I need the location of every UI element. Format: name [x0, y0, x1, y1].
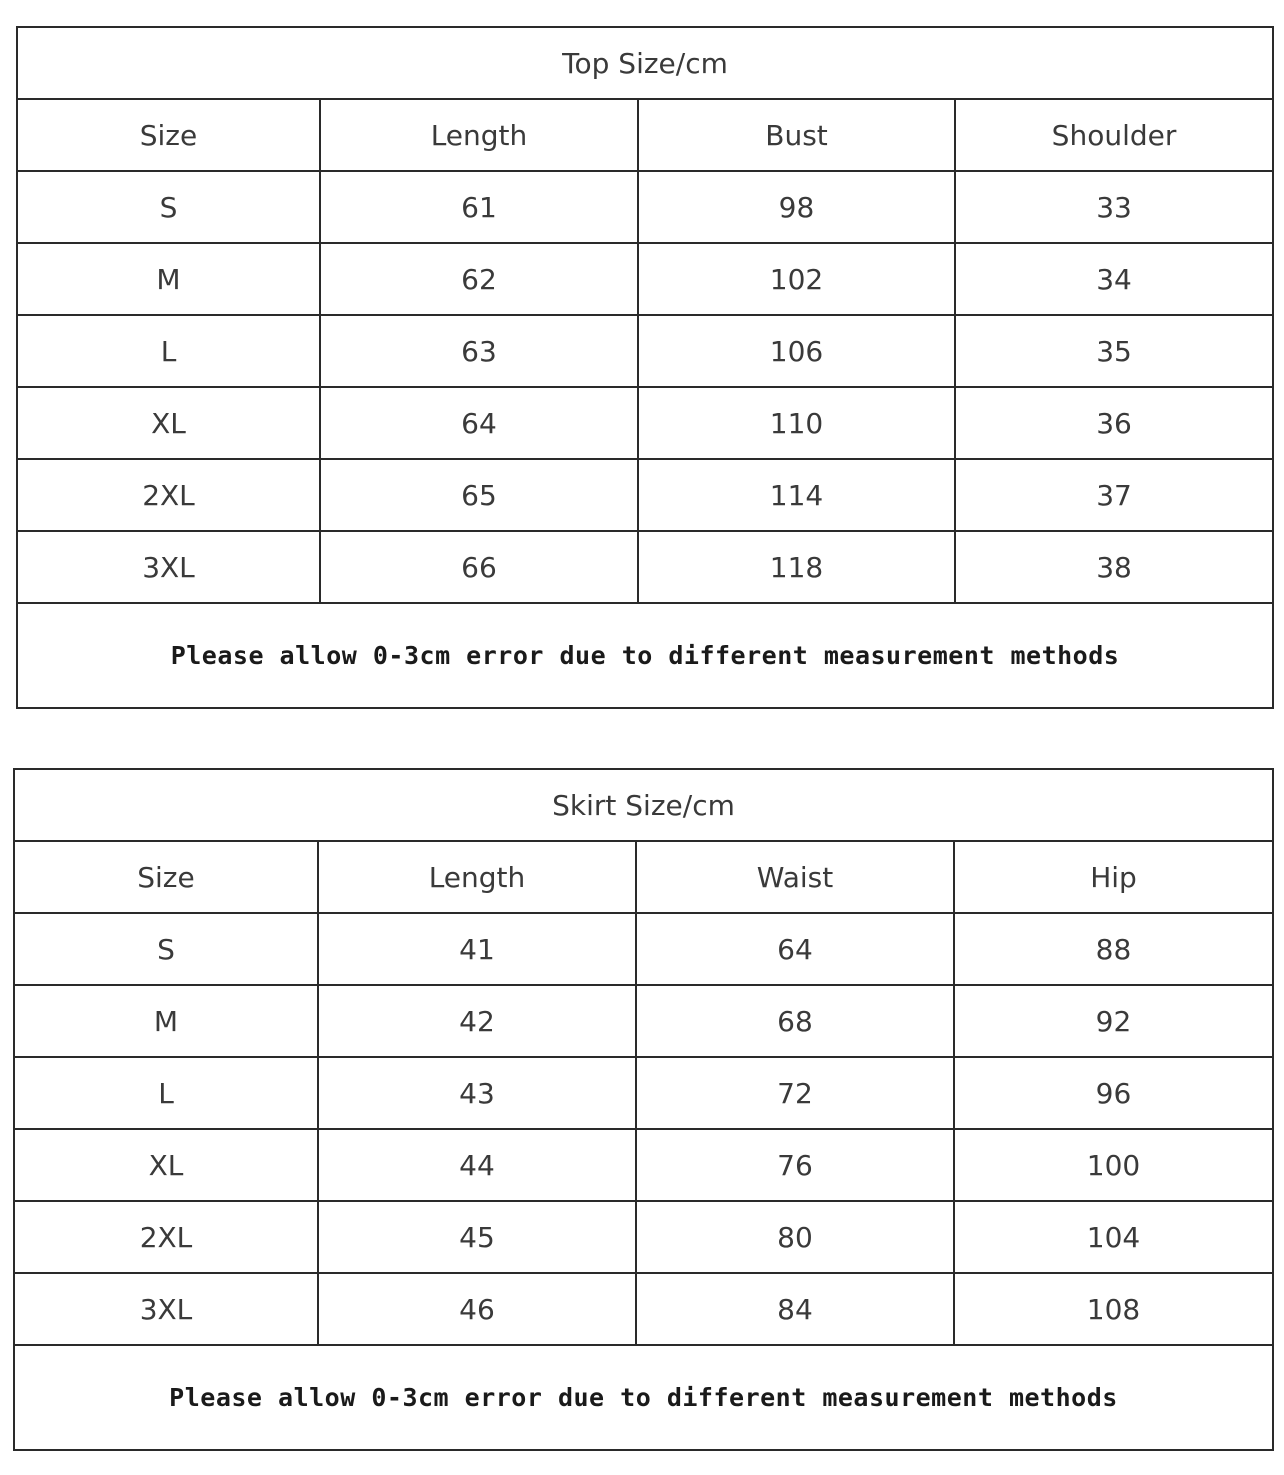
- hip-cell: 96: [954, 1057, 1273, 1129]
- size-cell: 3XL: [17, 531, 320, 603]
- column-header-hip: Hip: [954, 841, 1273, 913]
- bust-cell: 110: [638, 387, 955, 459]
- bust-cell: 118: [638, 531, 955, 603]
- length-cell: 43: [318, 1057, 636, 1129]
- size-cell: L: [17, 315, 320, 387]
- table-row: [17, 531, 1273, 603]
- bust-cell: 114: [638, 459, 955, 531]
- column-header-size: Size: [14, 841, 318, 913]
- waist-cell: 72: [636, 1057, 954, 1129]
- column-header-bust: Bust: [638, 99, 955, 171]
- skirt-table-title: Skirt Size/cm: [14, 769, 1273, 841]
- size-cell: L: [14, 1057, 318, 1129]
- bust-cell: 102: [638, 243, 955, 315]
- shoulder-cell: 37: [955, 459, 1273, 531]
- size-cell: M: [17, 243, 320, 315]
- table-row: [14, 1129, 1273, 1201]
- waist-cell: 80: [636, 1201, 954, 1273]
- table-row: [17, 387, 1273, 459]
- top-size-table: [16, 26, 1274, 709]
- table-row: [14, 1201, 1273, 1273]
- table-row: [14, 913, 1273, 985]
- column-header-length: Length: [320, 99, 638, 171]
- size-cell: M: [14, 985, 318, 1057]
- size-cell: 2XL: [14, 1201, 318, 1273]
- top-table-title: Top Size/cm: [17, 27, 1273, 99]
- waist-cell: 76: [636, 1129, 954, 1201]
- table-row: [14, 985, 1273, 1057]
- table-row: [14, 1273, 1273, 1345]
- length-cell: 62: [320, 243, 638, 315]
- column-header-waist: Waist: [636, 841, 954, 913]
- table-row: [14, 1057, 1273, 1129]
- column-header-shoulder: Shoulder: [955, 99, 1273, 171]
- waist-cell: 68: [636, 985, 954, 1057]
- size-cell: 3XL: [14, 1273, 318, 1345]
- waist-cell: 64: [636, 913, 954, 985]
- table-row: [17, 459, 1273, 531]
- table-row: [17, 171, 1273, 243]
- length-cell: 64: [320, 387, 638, 459]
- hip-cell: 104: [954, 1201, 1273, 1273]
- top-header-row: [17, 99, 1273, 171]
- table-row: [17, 315, 1273, 387]
- shoulder-cell: 38: [955, 531, 1273, 603]
- length-cell: 41: [318, 913, 636, 985]
- shoulder-cell: 33: [955, 171, 1273, 243]
- size-cell: XL: [17, 387, 320, 459]
- shoulder-cell: 34: [955, 243, 1273, 315]
- measurement-note: Please allow 0-3cm error due to different measurement methods: [17, 603, 1273, 708]
- hip-cell: 108: [954, 1273, 1273, 1345]
- measurement-note: Please allow 0-3cm error due to different measurement methods: [14, 1345, 1273, 1450]
- length-cell: 61: [320, 171, 638, 243]
- size-cell: XL: [14, 1129, 318, 1201]
- size-cell: S: [14, 913, 318, 985]
- length-cell: 65: [320, 459, 638, 531]
- bust-cell: 98: [638, 171, 955, 243]
- length-cell: 44: [318, 1129, 636, 1201]
- hip-cell: 88: [954, 913, 1273, 985]
- hip-cell: 100: [954, 1129, 1273, 1201]
- skirt-size-table: [13, 768, 1274, 1451]
- size-cell: 2XL: [17, 459, 320, 531]
- length-cell: 66: [320, 531, 638, 603]
- table-row: [17, 243, 1273, 315]
- length-cell: 45: [318, 1201, 636, 1273]
- hip-cell: 92: [954, 985, 1273, 1057]
- column-header-length: Length: [318, 841, 636, 913]
- size-cell: S: [17, 171, 320, 243]
- shoulder-cell: 35: [955, 315, 1273, 387]
- waist-cell: 84: [636, 1273, 954, 1345]
- skirt-header-row: [14, 841, 1273, 913]
- column-header-size: Size: [17, 99, 320, 171]
- length-cell: 63: [320, 315, 638, 387]
- bust-cell: 106: [638, 315, 955, 387]
- length-cell: 42: [318, 985, 636, 1057]
- length-cell: 46: [318, 1273, 636, 1345]
- shoulder-cell: 36: [955, 387, 1273, 459]
